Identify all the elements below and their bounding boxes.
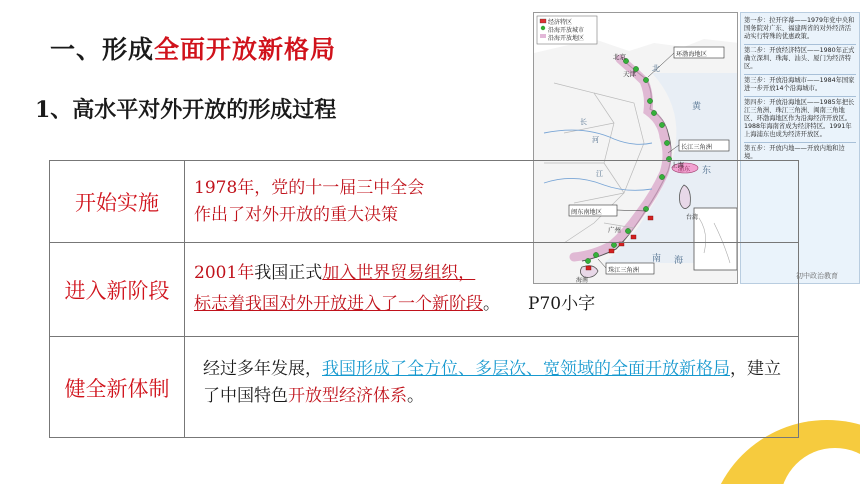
watermark: 初中政治教育	[796, 272, 838, 280]
map-label-pudong: 浦东	[678, 166, 691, 173]
opening-process-table	[49, 160, 799, 438]
row2-period: 。	[483, 294, 500, 314]
map-legend-2: 沿海开放城市	[548, 27, 585, 34]
title-accent: 全面开放新格局	[154, 35, 337, 64]
step-5: 第五步：开放内地——开放内地和边境。	[744, 145, 845, 160]
step-4: 第四步：开放沿海地区——1985年把长江三角洲、珠江三角洲、闽南三角地区、环渤海地区作为沿海经济开放区。1988年海南省成为经济特区。1991年上海浦东也成为经济开放区。	[744, 97, 856, 143]
map-sea-huang: 黄	[692, 102, 702, 112]
row3-text-a: 经过多年发展，	[203, 359, 322, 379]
row3-system: 开放型经济体系	[288, 386, 407, 406]
row-content	[185, 243, 798, 336]
table-row	[50, 243, 798, 337]
row-content	[185, 337, 795, 438]
row-label: 健全新体制	[50, 337, 185, 438]
row-label: 开始实施	[50, 161, 185, 242]
slide-title	[50, 30, 336, 66]
section-subtitle: 1、高水平对外开放的形成过程	[35, 97, 337, 123]
title-prefix: 一、形成	[50, 35, 155, 64]
map-label-bei: 北	[652, 64, 660, 73]
map-river-jiang: 江	[596, 170, 603, 178]
map-sea-nan: 南	[652, 254, 662, 264]
callout-southeast-fujian: 闽东南地区	[571, 209, 602, 216]
step-2: 第二步：开放经济特区——1980年正式确立深圳、珠海、汕头、厦门为经济特区。	[744, 45, 856, 75]
row-content	[185, 161, 798, 242]
row3-pattern: 我国形成了全方位、多层次、宽领域的全面开放新格局	[322, 359, 730, 379]
row2-note: P70小字	[528, 294, 596, 314]
step-1: 第一步：拉开序幕——1979年党中央和国务院对广东、福建两省的对外经济活动实行特殊的优惠政策。	[744, 15, 856, 45]
map-label-he: 河	[592, 136, 599, 144]
callout-bohai: 环渤海地区	[676, 51, 707, 58]
row1-line1: 1978年，党的十一届三中全会	[194, 178, 425, 198]
row-label: 进入新阶段	[50, 243, 185, 336]
callout-pearl-delta: 珠江三角洲	[608, 267, 639, 274]
map-river-chang: 长	[580, 118, 587, 126]
row3-period: 。	[407, 386, 424, 406]
row2-new-stage: 标志着我国对外开放进入了一个新阶段	[194, 294, 483, 314]
map-label-beijing: 北京	[613, 53, 626, 61]
row3-text-c: ，建立了中国特色	[203, 359, 781, 406]
step-3: 第三步：开放沿海城市——1984年国家进一步开放14个沿海城市。	[744, 75, 856, 97]
row1-line2: 作出了对外开放的重大决策	[194, 205, 398, 225]
row2-text-a: 我国正式	[254, 263, 323, 283]
table-row	[50, 161, 798, 243]
table-row	[50, 337, 798, 438]
callout-yangtze-delta: 长江三角洲	[681, 144, 712, 151]
map-label-guangzhou: 广州	[608, 226, 621, 234]
row2-wto: 加入世界贸易组织，	[322, 263, 476, 283]
map-sea-hai: 海	[674, 256, 684, 266]
map-legend-1: 经济特区	[548, 19, 573, 26]
map-label-tianjin: 天津	[623, 70, 636, 78]
map-label-shanghai: 上海	[671, 161, 684, 169]
map-legend-3: 沿海开放地区	[548, 35, 585, 42]
map-label-taiwan: 台湾	[686, 214, 699, 221]
map-label-hainan: 海南	[576, 277, 589, 284]
map-sea-dong: 东	[702, 166, 712, 176]
row2-year: 2001年	[194, 263, 255, 283]
